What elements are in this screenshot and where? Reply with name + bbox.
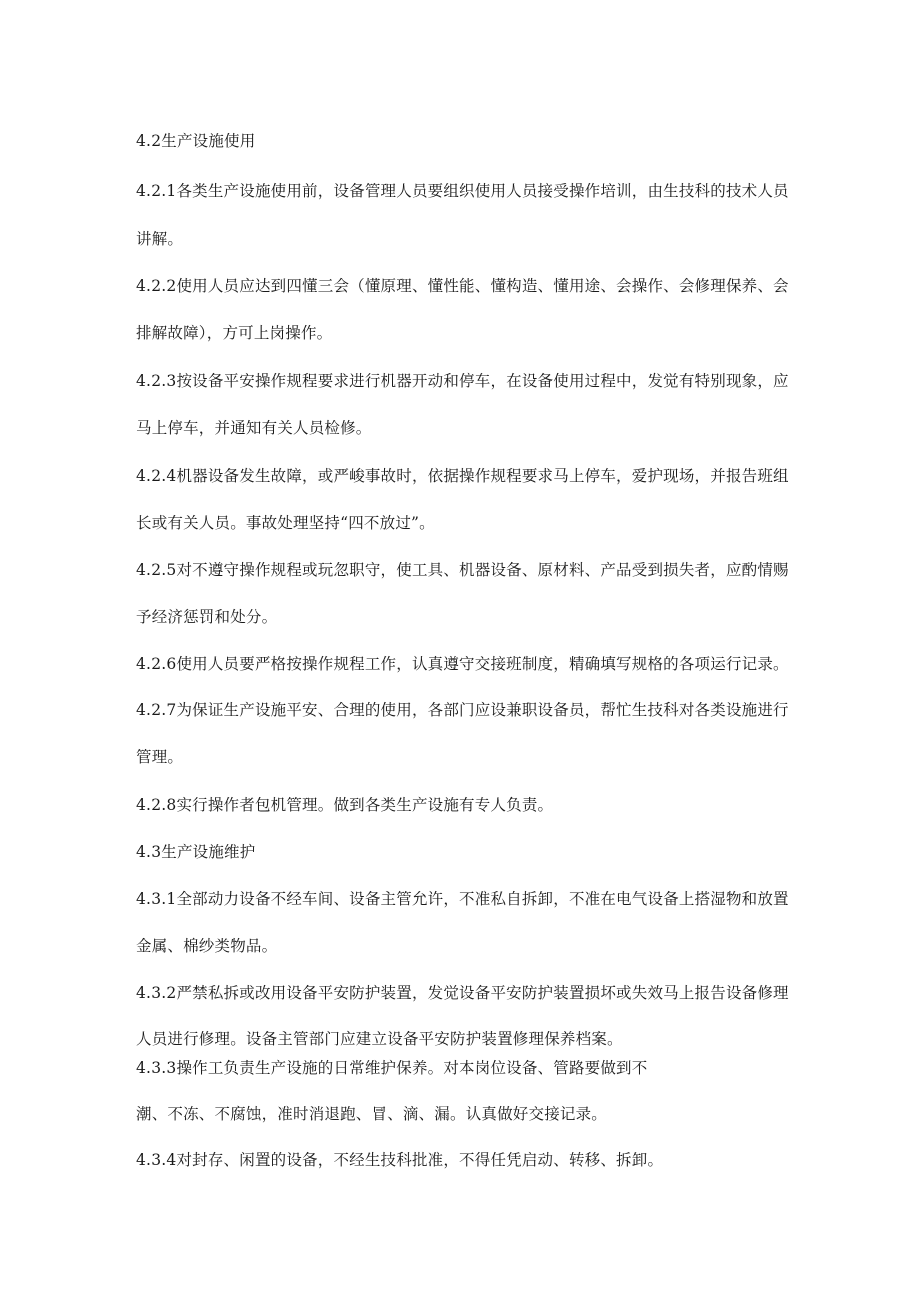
section-heading-4-2: 4.2生产设施使用 <box>136 132 256 150</box>
section-heading-4-3: 4.3生产设施维护 <box>136 843 256 861</box>
paragraph-4-3-2-line-1: 4.3.2严禁私拆或改用设备平安防护装置，发觉设备平安防护装置损坏或失效马上报告设备修理 <box>136 984 789 1002</box>
paragraph-4-3-3-line-2: 潮、不冻、不腐蚀，准时消退跑、冒、滴、漏。认真做好交接记录。 <box>136 1105 608 1123</box>
paragraph-4-2-5-line-2: 予经济惩罚和处分。 <box>136 608 278 626</box>
paragraph-4-2-7-line-2: 管理。 <box>136 748 184 766</box>
paragraph-4-2-8: 4.2.8实行操作者包机管理。做到各类生产设施有专人负责。 <box>136 796 554 814</box>
paragraph-4-2-4-line-1: 4.2.4机器设备发生故障，或严峻事故时，依据操作规程要求马上停车，爱护现场，并报告班组 <box>136 467 789 485</box>
paragraph-4-2-2-line-2: 排解故障），方可上岗操作。 <box>136 324 333 342</box>
paragraph-4-3-3-line-1: 4.3.3操作工负责生产设施的日常维护保养。对本岗位设备、管路要做到不 <box>136 1059 648 1077</box>
paragraph-4-2-5-line-1: 4.2.5对不遵守操作规程或玩忽职守，使工具、机器设备、原材料、产品受到损失者，应酌情赐 <box>136 561 789 579</box>
paragraph-4-2-6: 4.2.6使用人员要严格按操作规程工作，认真遵守交接班制度，精确填写规格的各项运行记录。 <box>136 655 789 673</box>
paragraph-4-3-1-line-2: 金属、棉纱类物品。 <box>136 937 278 955</box>
paragraph-4-2-1-line-2: 讲解。 <box>136 230 184 248</box>
paragraph-4-2-7-line-1: 4.2.7为保证生产设施平安、合理的使用，各部门应设兼职设备员，帮忙生技科对各类设施进行 <box>136 701 789 719</box>
paragraph-4-3-4: 4.3.4对封存、闲置的设备，不经生技科批准，不得任凭启动、转移、拆卸。 <box>136 1151 664 1169</box>
paragraph-4-2-4-line-2: 长或有关人员。事故处理坚持“四不放过”。 <box>136 514 435 532</box>
paragraph-4-2-1-line-1: 4.2.1各类生产设施使用前，设备管理人员要组织使用人员接受操作培训，由生技科的技术人员 <box>136 182 789 200</box>
paragraph-4-2-3-line-1: 4.2.3按设备平安操作规程要求进行机器开动和停车，在设备使用过程中，发觉有特别现象，应 <box>136 372 789 390</box>
paragraph-4-2-2-line-1: 4.2.2使用人员应达到四懂三会（懂原理、懂性能、懂构造、懂用途、会操作、会修理保养、会 <box>136 277 789 295</box>
paragraph-4-2-3-line-2: 马上停车，并通知有关人员检修。 <box>136 419 372 437</box>
paragraph-4-3-1-line-1: 4.3.1全部动力设备不经车间、设备主管允许，不准私自拆卸，不准在电气设备上搭湿物和放置 <box>136 890 789 908</box>
paragraph-4-3-2-line-2: 人员进行修理。设备主管部门应建立设备平安防护装置修理保养档案。 <box>136 1030 623 1048</box>
